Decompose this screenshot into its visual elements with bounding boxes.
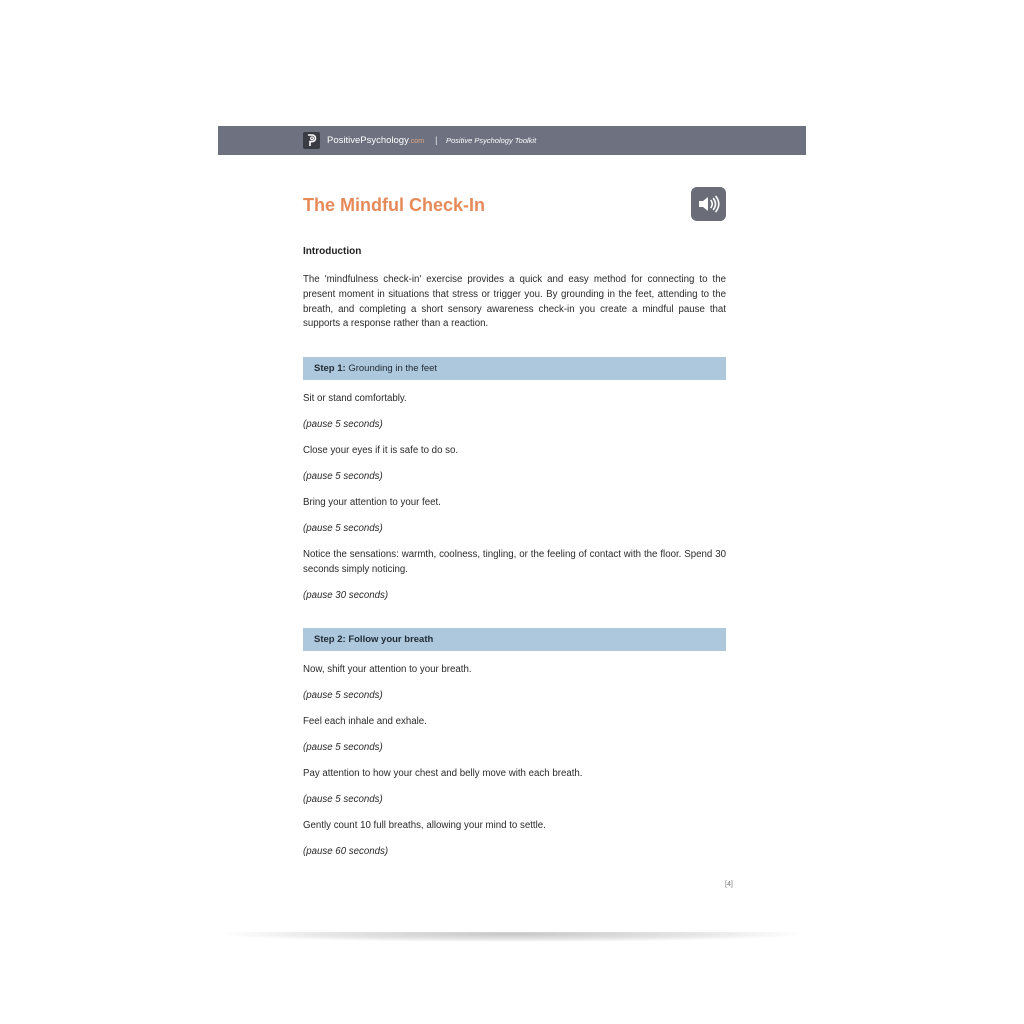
page-number: [4] [725, 881, 733, 888]
brand-name: PositivePsychology.com [327, 135, 425, 146]
toolkit-label: Positive Psychology Toolkit [446, 136, 537, 145]
step-1-pause: (pause 5 seconds) [303, 471, 383, 482]
step-1-line: Sit or stand comfortably. [303, 393, 407, 404]
step-2-prefix: Step 2: [314, 634, 346, 645]
page-title: The Mindful Check-In [303, 195, 485, 215]
speaker-icon [697, 194, 721, 214]
brand-suffix: .com [408, 138, 425, 145]
document-page [218, 126, 806, 932]
step-1-pause: (pause 5 seconds) [303, 523, 383, 534]
step-2-pause: (pause 5 seconds) [303, 742, 383, 753]
step-1-line: Close your eyes if it is safe to do so. [303, 445, 459, 456]
step-2-line: Feel each inhale and exhale. [303, 716, 427, 727]
step-2-label: Follow your breath [348, 634, 434, 645]
step-2-line: Pay attention to how your chest and belly move with each breath. [303, 768, 583, 779]
step-1-pause: (pause 5 seconds) [303, 419, 383, 430]
intro-heading: Introduction [303, 246, 362, 257]
step-2-header [303, 628, 726, 651]
step-2-line: Gently count 10 full breaths, allowing your mind to settle. [303, 820, 546, 831]
step-1-label: Grounding in the feet [348, 363, 438, 374]
header-separator: | [435, 135, 438, 146]
step-2-pause: (pause 60 seconds) [303, 846, 389, 857]
step-1-prefix: Step 1: [314, 363, 346, 374]
audio-play-button[interactable] [691, 187, 726, 221]
step-1-header [303, 357, 726, 380]
step-2-pause: (pause 5 seconds) [303, 690, 383, 701]
step-2-line: Now, shift your attention to your breath. [303, 664, 472, 675]
header-bar [218, 126, 806, 155]
step-1-pause: (pause 30 seconds) [303, 590, 389, 601]
intro-paragraph: The 'mindfulness check-in' exercise provides a quick and easy method for connecting to the present moment in situations that stress or trigger you. By grounding in the feet, attending to the breath, and completing a short sensory awareness check-in you create a mindful pause that supports a response rather than a reaction. [303, 274, 726, 330]
step-1-line: Notice the sensations: warmth, coolness, tingling, or the feeling of contact with the floor. Spend 30 seconds simply noticing. [303, 549, 726, 575]
step-2-pause: (pause 5 seconds) [303, 794, 383, 805]
p-logo-icon [303, 132, 320, 149]
step-1-line: Bring your attention to your feet. [303, 497, 441, 508]
